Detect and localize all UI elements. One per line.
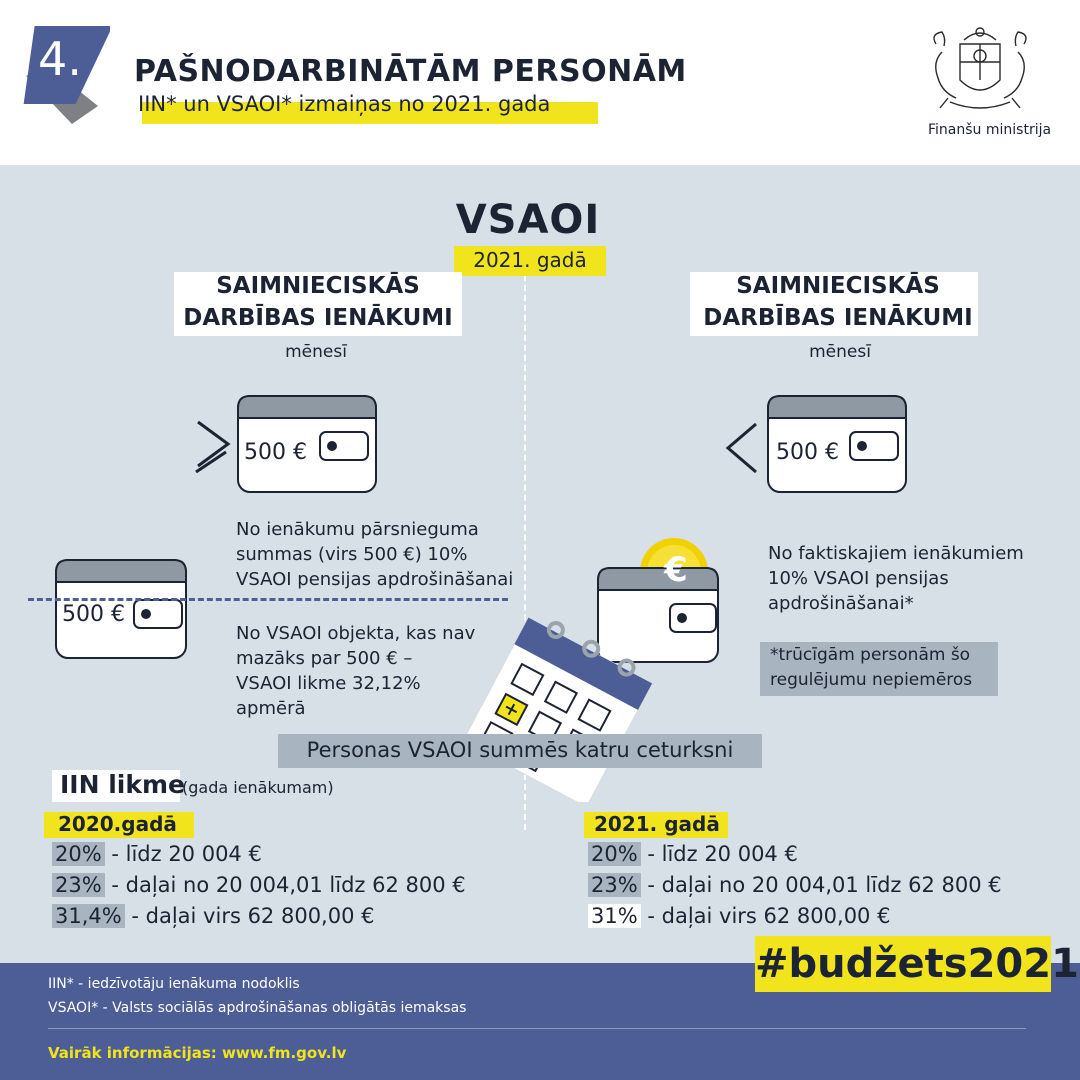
left-period: mēnesī [285, 342, 347, 362]
rate-value: 31,4% [52, 904, 125, 928]
calendar-icon [460, 612, 656, 802]
rate-value: 23% [52, 873, 105, 897]
rate-value: 20% [588, 842, 641, 866]
rate-desc: - daļai virs 62 800,00 € [124, 904, 375, 928]
left-text-below [236, 621, 475, 721]
wallet-amount-left-low: 500 € [62, 602, 125, 627]
wallet-amount-left-top: 500 € [244, 440, 307, 465]
rate-row-2020 [52, 873, 466, 897]
right-title-line2: DARBĪBAS IENĀKUMI [703, 305, 973, 331]
left-text-above [236, 517, 513, 592]
left-text-above-line: VSAOI pensijas apdrošināšanai [236, 569, 514, 590]
more-info-link[interactable]: Vairāk informācijas: www.fm.gov.lv [48, 1044, 347, 1062]
less-than-icon [722, 418, 762, 478]
rate-row-2020 [52, 842, 262, 866]
iin-title: IIN likme [60, 770, 185, 799]
right-text-line: 10% VSAOI pensijas [768, 568, 949, 589]
coat-of-arms-icon [920, 22, 1040, 114]
left-text-above-line: summas (virs 500 €) 10% [236, 544, 468, 565]
year-2021-label: 2021. gadā [594, 812, 720, 836]
rate-row-2021 [588, 904, 890, 928]
rate-value: 20% [52, 842, 105, 866]
vsaoi-title: VSAOI [455, 197, 601, 243]
rate-row-2020 [52, 904, 374, 928]
note-line: *trūcīgām personām šo [770, 645, 971, 665]
right-period: mēnesī [809, 342, 871, 362]
badge-number: 4. [38, 32, 82, 86]
note-text [770, 643, 972, 693]
year-2020-label: 2020.gadā [58, 812, 177, 836]
left-text-below-line: VSAOI likme 32,12% [236, 673, 421, 694]
note-line: regulējumu nepiemēros [770, 670, 973, 690]
vsaoi-definition: VSAOI* - Valsts sociālās apdrošināšanas obligātās iemaksas [48, 1000, 467, 1016]
subtitle-block [138, 92, 550, 116]
left-text-below-line: mazāks par 500 € – [236, 648, 413, 669]
rate-row-2021 [588, 873, 1002, 897]
greater-than-icon [192, 414, 236, 476]
rate-desc: - līdz 20 004 € [640, 842, 798, 866]
page-subtitle: IIN* un VSAOI* izmaiņas no 2021. gada [138, 92, 551, 116]
iin-definition: IIN* - iedzīvotāju ienākuma nodoklis [48, 976, 300, 992]
vsaoi-year: 2021. gadā [473, 248, 587, 272]
rate-desc: - daļai no 20 004,01 līdz 62 800 € [640, 873, 1002, 897]
header [0, 0, 1080, 165]
section-number-badge [8, 16, 110, 124]
wallet-amount-right: 500 € [776, 440, 839, 465]
hashtag: #budžets2021 [755, 941, 1079, 987]
threshold-line [28, 598, 508, 601]
right-text [768, 541, 1024, 616]
quarterly-text: Personas VSAOI summēs katru ceturksni [306, 738, 734, 762]
right-text-line: No faktiskajiem ienākumiem [768, 543, 1024, 564]
rate-desc: - daļai no 20 004,01 līdz 62 800 € [104, 873, 466, 897]
left-text-below-line: apmērā [236, 698, 306, 719]
ministry-name: Finanšu ministrija [928, 122, 1052, 138]
euro-coin-symbol: € [664, 550, 688, 590]
page-title: PAŠNODARBINĀTĀM PERSONĀM [134, 54, 687, 89]
left-text-below-line: No VSAOI objekta, kas nav [236, 623, 476, 644]
rate-desc: - līdz 20 004 € [104, 842, 262, 866]
footer-divider [48, 1028, 1026, 1029]
left-text-above-line: No ienākumu pārsnieguma [236, 519, 479, 540]
right-text-line: apdrošināšanai* [768, 593, 914, 614]
rate-value: 31% [588, 904, 641, 928]
rate-desc: - daļai virs 62 800,00 € [640, 904, 891, 928]
left-title-line2: DARBĪBAS IENĀKUMI [183, 305, 453, 331]
left-title-line1: SAIMNIECISKĀS [216, 273, 420, 299]
right-title-line1: SAIMNIECISKĀS [736, 273, 940, 299]
iin-subtitle: (gada ienākumam) [182, 778, 334, 797]
rate-value: 23% [588, 873, 641, 897]
rate-row-2021 [588, 842, 798, 866]
